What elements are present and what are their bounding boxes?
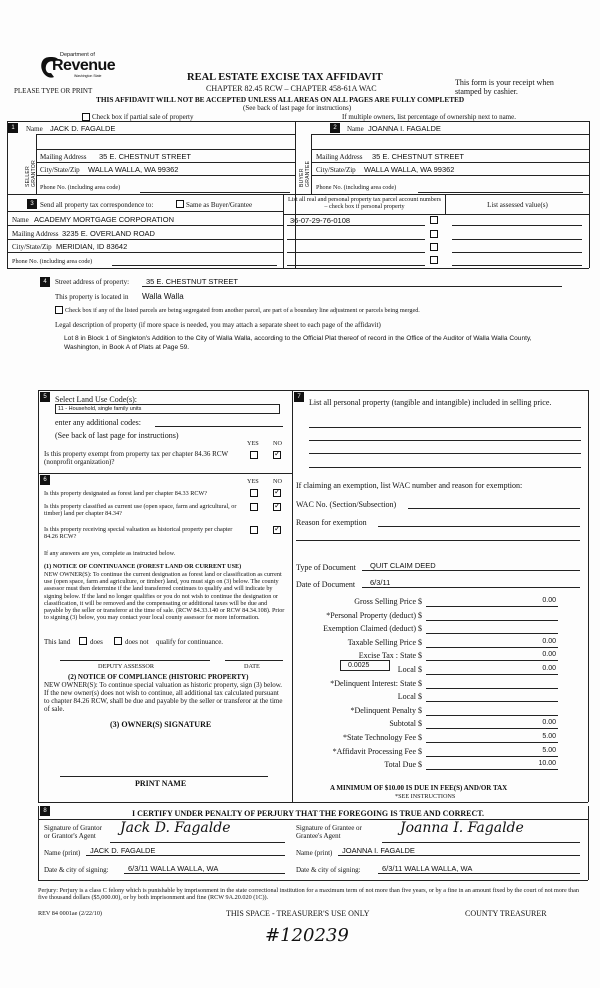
land-use-field[interactable] <box>55 404 280 414</box>
tax-label: *Affidavit Processing Fee $ <box>332 747 422 756</box>
legal-description: Lot 8 in Block 1 of Singleton's Addition to the City of Walla Walla, according to the Official Plat thereof of record in the Office of the Auditor of Walla Walla County, Washington, in Book A of Plats at Page 59. <box>64 335 532 351</box>
land-use-value: 11 - Household, single family units <box>58 406 142 412</box>
parcel-number-1: 36-07-29-76-0108 <box>290 216 351 225</box>
deputy-date-label: DATE <box>244 663 260 670</box>
grantor-date: 6/3/11 WALLA WALLA, WA <box>128 864 219 873</box>
tax-label: *State Technology Fee $ <box>342 733 422 742</box>
tax-amount: 0.00 <box>542 597 556 604</box>
section-5-badge: 5 <box>40 392 50 402</box>
tax-amount: 0.00 <box>542 665 556 672</box>
seller-mailing: 35 E. CHESTNUT STREET <box>99 152 191 161</box>
grantee-date: 6/3/11 WALLA WALLA, WA <box>382 864 473 873</box>
tax-label: Local $ <box>397 665 422 674</box>
warning-text: THIS AFFIDAVIT WILL NOT BE ACCEPTED UNLESS ALL AREAS ON ALL PAGES ARE FULLY COMPLETED <box>96 95 465 104</box>
grantor-sig-label: Signature of Grantor or Grantor's Agent <box>44 824 102 840</box>
tax-label: Subtotal $ <box>389 719 422 728</box>
tax-label: Total Due $ <box>384 760 422 769</box>
exempt-yes-checkbox[interactable] <box>250 451 258 459</box>
current-use-question: Is this property classified as current use (open space, farm and agricultural, or timber) land per chapter 84.34? <box>44 503 237 518</box>
handwritten-number: #120239 <box>265 925 349 946</box>
s5-no: NO <box>273 440 282 447</box>
logo-state: Washington State <box>74 74 102 78</box>
s3-name-label: Name <box>12 216 29 224</box>
buyer-mailing-label: Mailing Address <box>316 153 363 161</box>
logo-name: Revenue <box>52 57 116 74</box>
seller-name-label: Name <box>26 125 43 133</box>
personal-property-label: List all personal property (tangible and intangible) included in selling price. <box>309 398 552 407</box>
does-not-checkbox[interactable] <box>114 637 122 645</box>
legal-label: Legal description of property (if more space is needed, you may attach a separate sheet to each page of the affidavit) <box>55 321 381 329</box>
s5-see-back: (See back of last page for instructions) <box>55 431 179 440</box>
receipt-note: This form is your receipt when stamped by cashier. <box>455 78 554 96</box>
forest-question: Is this property designated as forest land per chapter 84.33 RCW? <box>44 490 208 497</box>
notice1-title: (1) NOTICE OF CONTINUANCE (FOREST LAND OR CURRENT USE) <box>44 563 242 570</box>
exempt-question: Is this property exempt from property tax per chapter 84.36 RCW (nonprofit organization)? <box>44 450 228 466</box>
if-yes-note: If any answers are yes, complete as instructed below. <box>44 550 176 557</box>
section-7-badge: 7 <box>294 392 304 402</box>
tax-amount: 5.00 <box>542 747 556 754</box>
qualify-label: qualify for continuance. <box>156 638 224 646</box>
local-rate: 0.0025 <box>348 662 370 669</box>
reason-label: Reason for exemption <box>296 518 367 527</box>
current-use-no-checkbox[interactable] <box>273 503 281 511</box>
grantor-name-label: Name (print) <box>44 849 81 857</box>
same-as-buyer-label: Same as Buyer/Grantee <box>186 201 253 209</box>
revenue-logo <box>38 52 123 84</box>
partial-sale-checkbox[interactable] <box>82 113 90 121</box>
s3-mailing: 3235 E. OVERLAND ROAD <box>62 229 155 238</box>
section-6-badge: 6 <box>40 475 50 485</box>
doc-date-label: Date of Document <box>296 580 356 589</box>
s3-phone-label: Phone No. (including area code) <box>12 258 93 265</box>
notice2-text: NEW OWNER(S): To continue special valuation as historic property, sign (3) below. If the new owner(s) does not wish to continue, all additional tax calculated pursuant to chapter 84.26 RCW, shall be due and payable by the seller or transferor at the time of sale. <box>44 681 283 713</box>
historic-question: Is this property receiving special valuation as historical property per chapter 84.26 RCW? <box>44 526 233 541</box>
tax-label: *Delinquent Penalty $ <box>350 706 422 715</box>
seller-city-label: City/State/Zip <box>40 166 80 174</box>
s3-city: MERIDIAN, ID 83642 <box>56 242 128 251</box>
grantee-date-label: Date & city of signing: <box>296 866 361 874</box>
buyer-side-label: BUYER GRANTEE <box>299 160 311 187</box>
doc-type: QUIT CLAIM DEED <box>370 561 436 570</box>
minimum-note: A MINIMUM OF $10.00 IS DUE IN FEE(S) AND/OR TAX <box>330 784 508 792</box>
deputy-assessor-label: DEPUTY ASSESSOR <box>98 663 154 670</box>
seller-name: JACK D. FAGALDE <box>50 124 116 133</box>
seller-city: WALLA WALLA, WA 99362 <box>88 165 179 174</box>
historic-no-checkbox[interactable] <box>273 526 281 534</box>
buyer-city-label: City/State/Zip <box>316 166 356 174</box>
exemption-question: If claiming an exemption, list WAC number and reason for exemption: <box>296 481 523 490</box>
s3-name: ACADEMY MORTGAGE CORPORATION <box>34 215 175 224</box>
does-label: does <box>90 638 103 646</box>
additional-codes-label: enter any additional codes: <box>55 418 141 427</box>
land-use-label: Select Land Use Code(s): <box>55 395 137 404</box>
county-treasurer: COUNTY TREASURER <box>465 909 547 918</box>
notice1-text: NEW OWNER(S): To continue the current designation as forest land or classification as current use (open space, farm and agriculture, or timber) land, you must sign on (3) below. The county assessor must then determine if the land transferred continues to qualify and will indicate by signing below. If the land no longer qualifies or you do not wish to continue the designation or classification, it will be removed and the compensating or additional taxes will be due and payable by the seller or transferor at the time of sale. (RCW 84.33.140 or RCW 84.34.108). Prior to signing (3) below, you may contact your local county assessor for more information. <box>44 571 285 622</box>
historic-yes-checkbox[interactable] <box>250 526 258 534</box>
tax-amount: 0.00 <box>542 651 556 658</box>
owner-signature-label: (3) OWNER(S) SIGNATURE <box>110 720 212 729</box>
logo-dept: Department of <box>60 52 95 58</box>
parcel-2-personal-checkbox[interactable] <box>430 230 438 238</box>
seller-phone-label: Phone No. (including area code) <box>40 184 121 191</box>
form-title: REAL ESTATE EXCISE TAX AFFIDAVIT <box>187 72 383 83</box>
grantee-sig-label: Signature of Grantee or Grantee's Agent <box>296 824 362 840</box>
local-rate-box[interactable] <box>340 660 390 671</box>
treasurer-space: THIS SPACE - TREASURER'S USE ONLY <box>226 909 370 918</box>
see-instructions: *SEE INSTRUCTIONS <box>395 793 456 800</box>
parcel-1-personal-checkbox[interactable] <box>430 216 438 224</box>
buyer-phone-label: Phone No. (including area code) <box>316 184 397 191</box>
s6-yes: YES <box>247 478 259 485</box>
rev-number: REV 84 0001ae (2/22/10) <box>38 910 102 917</box>
grantee-name: JOANNA I. FAGALDE <box>342 846 415 855</box>
perjury-note: Perjury: Perjury is a class C felony which is punishable by imprisonment in the state correctional institution for a maximum term of not more than five years, or by a fine in an amount fixed by the court of not more than five thousand dollars ($5,000.00), or by both imprisonment and fine (RCW 9A.20.020 (1C)). <box>38 887 579 902</box>
grantor-date-label: Date & city of signing: <box>44 866 109 874</box>
forest-yes-checkbox[interactable] <box>250 489 258 497</box>
tax-label: *Personal Property (deduct) $ <box>326 611 422 620</box>
s6-no: NO <box>273 478 282 485</box>
certify-text: I CERTIFY UNDER PENALTY OF PERJURY THAT THE FOREGOING IS TRUE AND CORRECT. <box>132 809 485 818</box>
does-checkbox[interactable] <box>79 637 87 645</box>
grantee-signature: Joanna I. Fagalde <box>400 820 524 836</box>
section-3-badge: 3 <box>27 199 37 209</box>
see-back-header: (See back of last page for instructions) <box>243 104 352 112</box>
section-1-badge: 1 <box>8 123 18 133</box>
street-label: Street address of property: <box>55 278 130 286</box>
doc-date: 6/3/11 <box>370 578 391 587</box>
tax-label: Taxable Selling Price $ <box>347 638 422 647</box>
tax-label: Gross Selling Price $ <box>354 597 422 606</box>
tax-label: Excise Tax : State $ <box>358 651 422 660</box>
parcel-4-personal-checkbox[interactable] <box>430 256 438 264</box>
seller-side-label: SELLER GRANTOR <box>25 159 37 187</box>
section-8-badge: 8 <box>40 806 50 816</box>
s3-city-label: City/State/Zip <box>12 243 52 251</box>
seller-mailing-label: Mailing Address <box>40 153 87 161</box>
please-type: PLEASE TYPE OR PRINT <box>14 87 93 95</box>
parcel-3-personal-checkbox[interactable] <box>430 243 438 251</box>
tax-label: *Delinquent Interest: State $ <box>330 679 422 688</box>
forest-no-checkbox[interactable] <box>273 489 281 497</box>
assessed-header: List assessed value(s) <box>487 201 548 209</box>
send-correspondence-label: Send all property tax correspondence to: <box>40 201 154 209</box>
grantor-signature: Jack D. Fagalde <box>120 820 231 836</box>
located-value: Walla Walla <box>142 292 184 301</box>
form-chapter: CHAPTER 82.45 RCW – CHAPTER 458-61A WAC <box>206 84 377 93</box>
tax-amount: 0.00 <box>542 719 556 726</box>
section-2-badge: 2 <box>330 123 340 133</box>
tax-amount: 0.00 <box>542 638 556 645</box>
multiple-owners-note: If multiple owners, list percentage of ownership next to name. <box>342 113 516 121</box>
tax-amount: 10.00 <box>538 760 556 767</box>
notice2-title: (2) NOTICE OF COMPLIANCE (HISTORIC PROPERTY) <box>68 673 249 681</box>
current-use-yes-checkbox[interactable] <box>250 503 258 511</box>
s5-yes: YES <box>247 440 259 447</box>
segregated-label: Check box if any of the listed parcels are being segregated from another parcel, are part of a boundary line adjustment or parcels being merged. <box>65 307 420 314</box>
does-not-label: does not <box>125 638 149 646</box>
exempt-no-checkbox[interactable] <box>273 451 281 459</box>
partial-sale-label: Check box if partial sale of property <box>92 113 194 121</box>
buyer-name: JOANNA I. FAGALDE <box>368 124 441 133</box>
print-name-label: PRINT NAME <box>135 779 187 788</box>
located-label: This property is located in <box>55 293 129 301</box>
buyer-name-label: Name <box>347 125 364 133</box>
wac-label: WAC No. (Section/Subsection) <box>296 500 397 509</box>
grantee-name-label: Name (print) <box>296 849 333 857</box>
tax-label: Local $ <box>397 692 422 701</box>
section-4-badge: 4 <box>40 277 50 287</box>
parcel-header: List all real and personal property tax parcel account numbers – check box if personal property <box>287 196 442 211</box>
tax-amount: 5.00 <box>542 733 556 740</box>
doc-type-label: Type of Document <box>296 563 356 572</box>
this-land-label: This land <box>44 638 71 646</box>
s3-mailing-label: Mailing Address <box>12 230 59 238</box>
segregated-checkbox[interactable] <box>55 306 63 314</box>
tax-label: Exemption Claimed (deduct) $ <box>323 624 422 633</box>
property-street: 35 E. CHESTNUT STREET <box>146 277 238 286</box>
same-as-buyer-checkbox[interactable] <box>176 200 184 208</box>
buyer-city: WALLA WALLA, WA 99362 <box>364 165 455 174</box>
grantor-name: JACK D. FAGALDE <box>90 846 156 855</box>
buyer-mailing: 35 E. CHESTNUT STREET <box>372 152 464 161</box>
